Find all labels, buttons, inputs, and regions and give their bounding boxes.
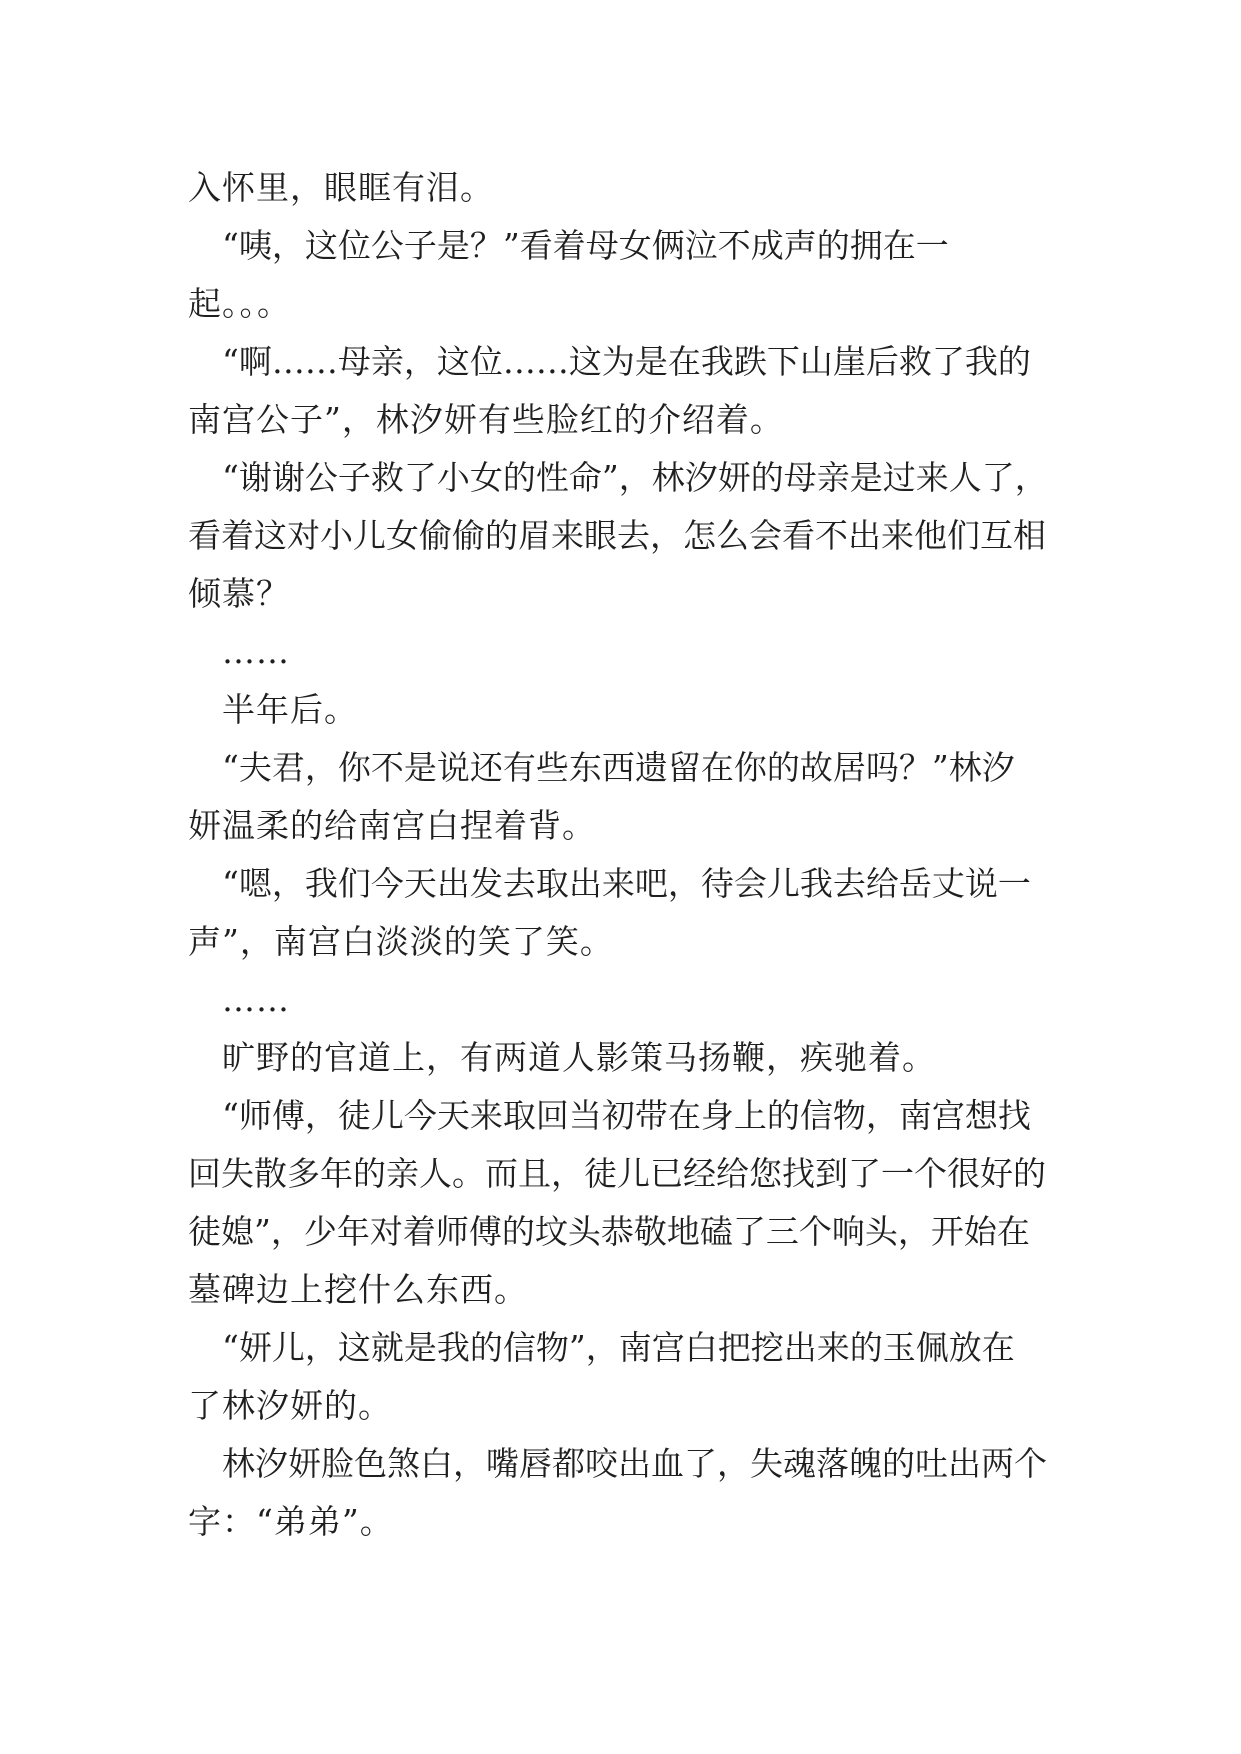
- text-line: “啊……母亲，这位……这为是在我跌下山崖后救了我的: [222, 342, 1031, 381]
- text-line: 徒媳”，少年对着师傅的坟头恭敬地磕了三个响头，开始在: [188, 1212, 1030, 1251]
- text-line: 旷野的官道上，有两道人影策马扬鞭，疾驰着。: [222, 1038, 936, 1077]
- text-line: 看着这对小儿女偷偷的眉来眼去，怎么会看不出来他们互相: [188, 516, 1046, 555]
- text-line: 墓碑边上挖什么东西。: [188, 1270, 528, 1309]
- ellipsis-line: ……: [222, 980, 290, 1019]
- text-line: “嗯，我们今天出发去取出来吧，待会儿我去给岳丈说一: [222, 864, 1031, 903]
- text-line: 南宫公子”，林汐妍有些脸红的介绍着。: [188, 400, 784, 439]
- ellipsis-line: ……: [222, 632, 290, 671]
- text-line: 字：“弟弟”。: [188, 1502, 394, 1541]
- text-line: “师傅，徒儿今天来取回当初带在身上的信物，南宫想找: [222, 1096, 1031, 1135]
- text-line: 妍温柔的给南宫白捏着背。: [188, 806, 596, 845]
- text-line: 了林汐妍的。: [188, 1386, 392, 1425]
- text-line: 半年后。: [222, 690, 358, 729]
- text-line: “谢谢公子救了小女的性命”，林汐妍的母亲是过来人了，: [222, 458, 1048, 497]
- text-line: 入怀里，眼眶有泪。: [188, 168, 494, 207]
- text-line: “妍儿，这就是我的信物”，南宫白把挖出来的玉佩放在: [222, 1328, 1015, 1367]
- text-line: 起。。。: [188, 284, 291, 323]
- text-line: “夫君，你不是说还有些东西遗留在你的故居吗？”林汐: [222, 748, 1015, 787]
- text-line: “咦，这位公子是？”看着母女俩泣不成声的拥在一: [222, 226, 949, 265]
- text-line: 林汐妍脸色煞白，嘴唇都咬出血了，失魂落魄的吐出两个: [222, 1444, 1047, 1483]
- text-line: 声”，南宫白淡淡的笑了笑。: [188, 922, 614, 961]
- text-line: 倾慕？: [188, 574, 290, 613]
- text-line: 回失散多年的亲人。而且，徒儿已经给您找到了一个很好的: [188, 1154, 1046, 1193]
